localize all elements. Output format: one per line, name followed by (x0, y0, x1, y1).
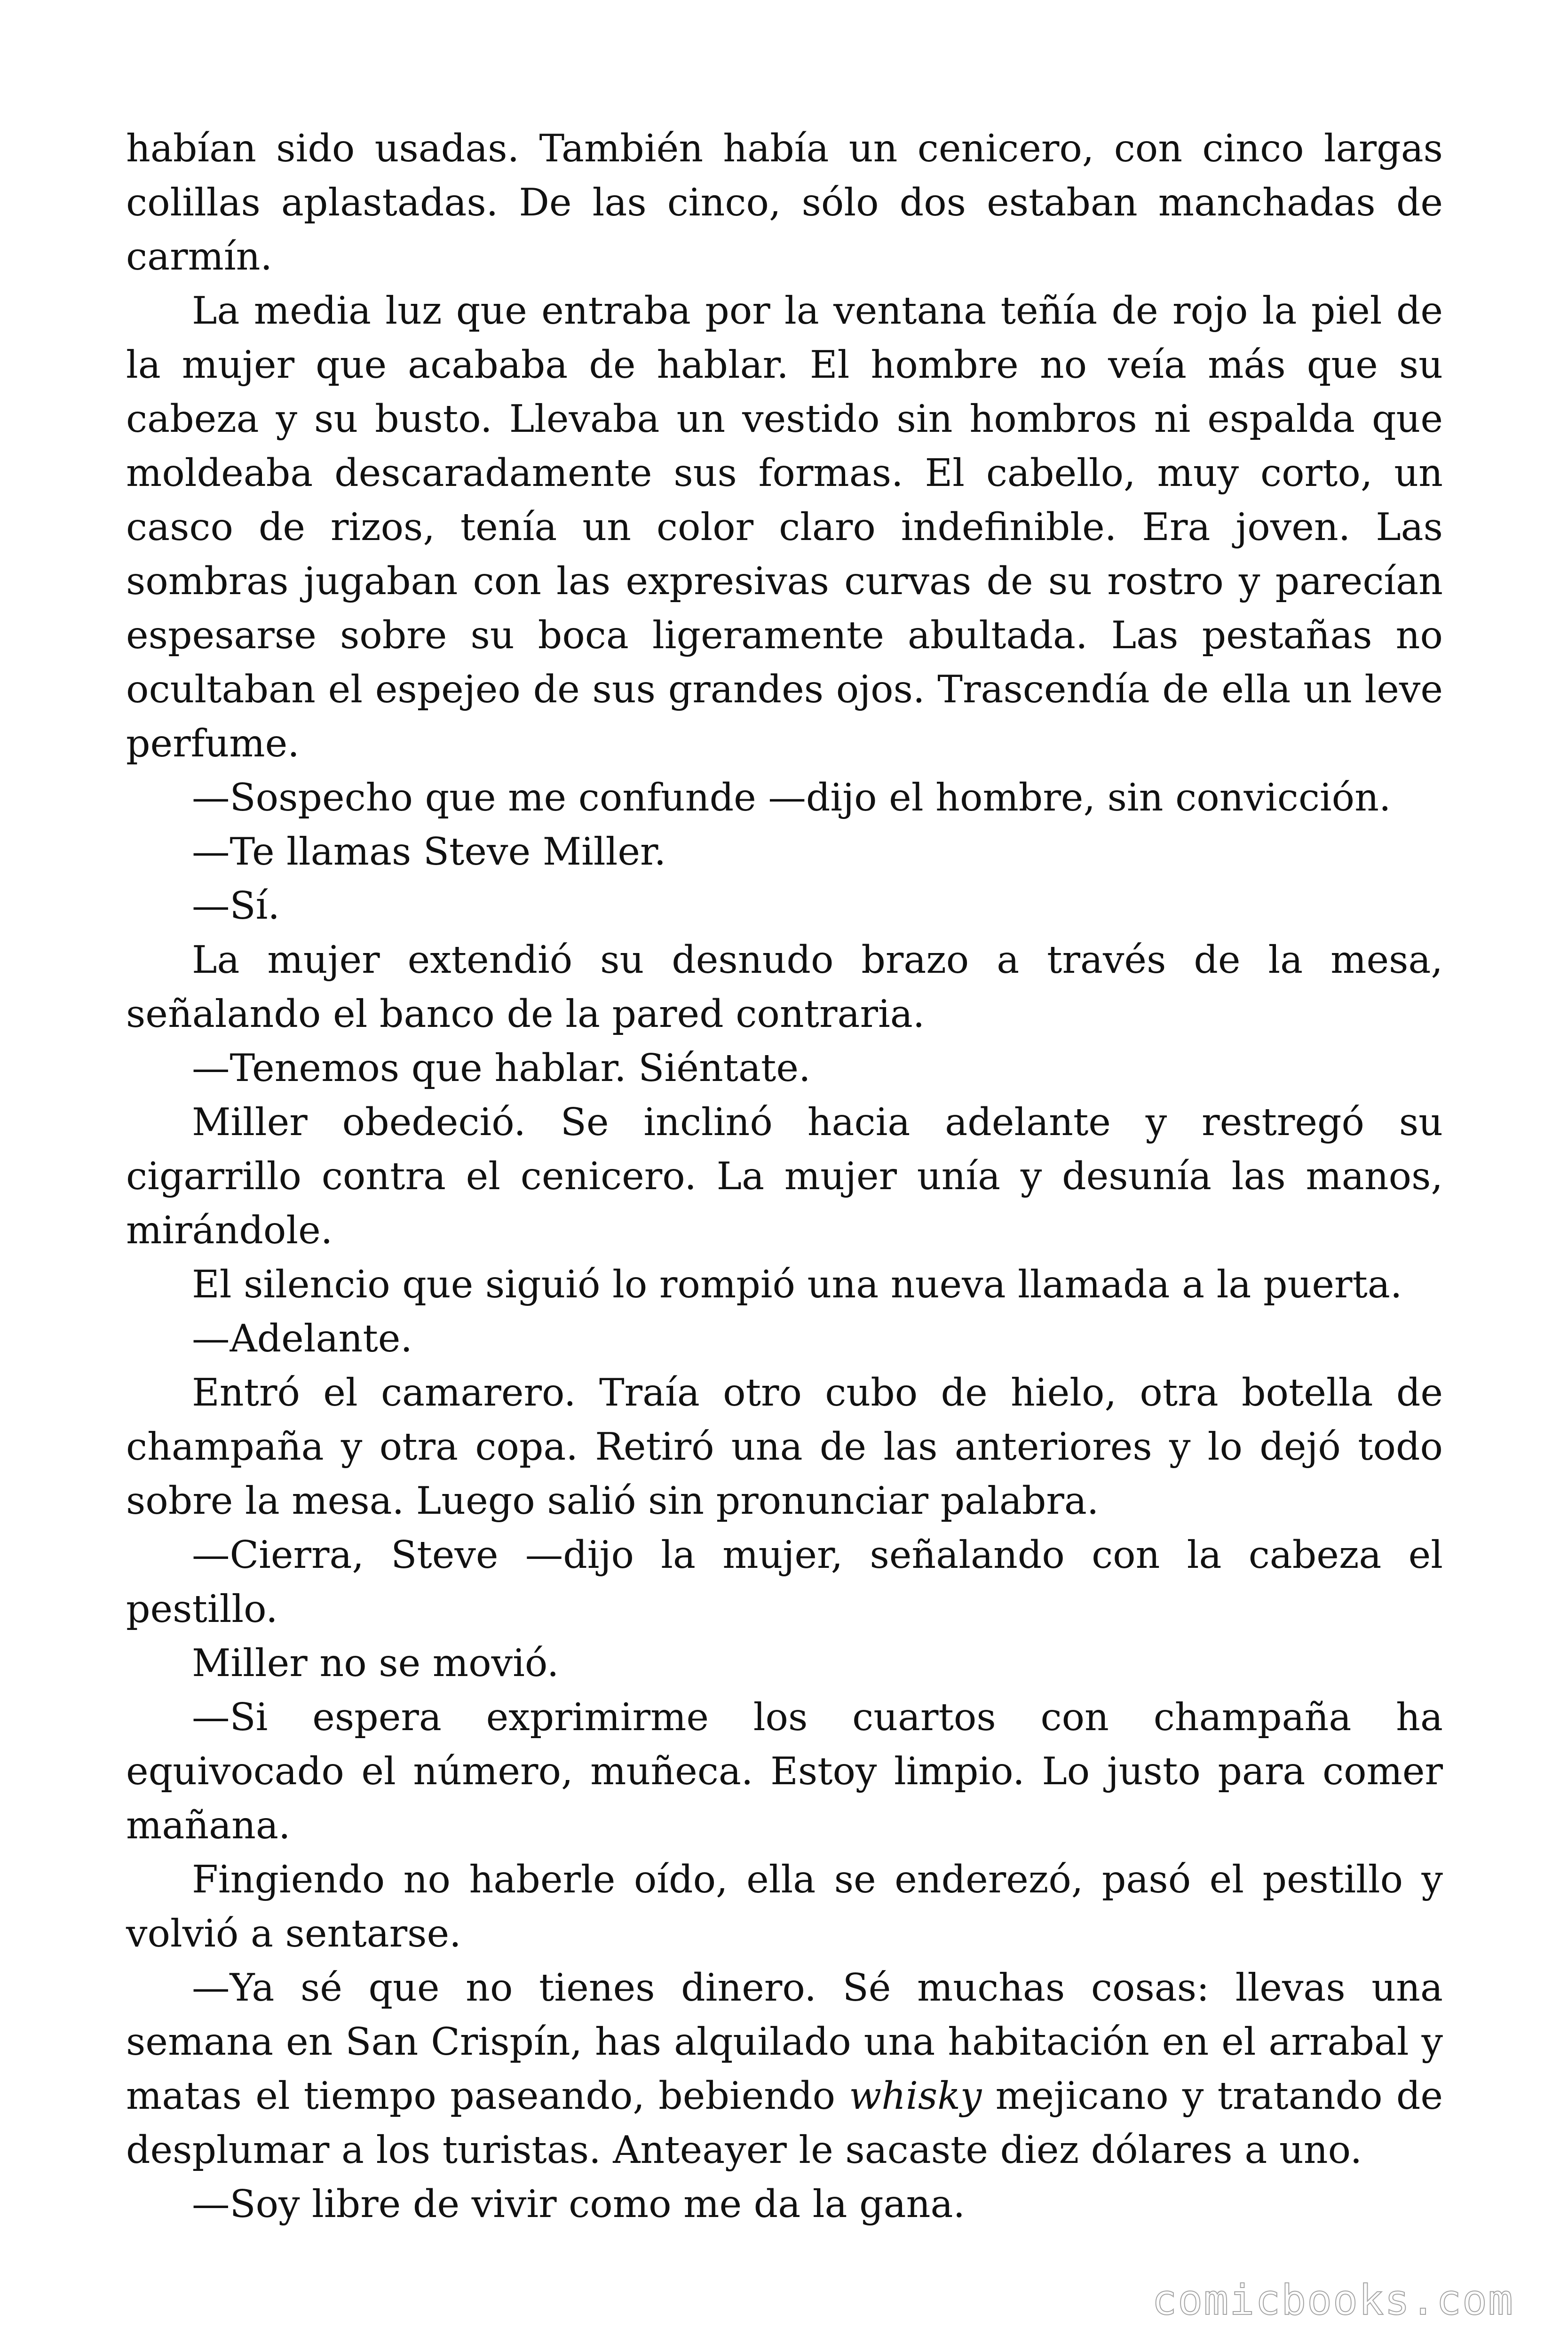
paragraph-16-text-before: —Ya sé que no tienes dinero. Sé muchas cosas: llevas una semana en San Crispín, has alquilado una habitación en el arrabal y matas el tiempo paseando, bebiendo (126, 1965, 1443, 2118)
dialogue-paragraph-16 (126, 1961, 1443, 2177)
dialogue-paragraph-5: —Sí. (192, 883, 280, 928)
paragraph-2: La media luz que entraba por la ventana teñía de rojo la piel de la mujer que acababa de hablar. El hombre no veía más que su cabeza y su busto. Llevaba un vestido sin hombros ni espalda que moldeaba descaradamente sus formas. El cabello, muy corto, un casco de rizos, tenía un color claro indefinible. Era joven. Las sombras jugaban con las expresivas curvas de su rostro y parecían espesarse sobre su boca ligeramente abultada. Las pestañas no ocultaban el espejeo de sus grandes ojos. Trascendía de ella un leve perfume. (126, 288, 1443, 765)
paragraph-15: Fingiendo no haberle oído, ella se enderezó, pasó el pestillo y volvió a sentarse. (126, 1857, 1443, 1955)
dialogue-paragraph-12: —Cierra, Steve —dijo la mujer, señalando con la cabeza el pestillo. (126, 1533, 1443, 1631)
dialogue-paragraph-7: —Tenemos que hablar. Siéntate. (192, 1046, 811, 1090)
dialogue-paragraph-17: —Soy libre de vivir como me da la gana. (192, 2182, 966, 2226)
paragraph-13: Miller no se movió. (192, 1641, 559, 1685)
paragraph-1: habían sido usadas. También había un cenicero, con cinco largas colillas aplastadas. De las cinco, sólo dos estaban manchadas de carmín. (126, 126, 1443, 278)
paragraph-16-text-after: mejicano y tratando de desplumar a los turistas. Anteayer le sacaste diez dólares a uno. (126, 2074, 1443, 2172)
paragraph-16-italic-word: whisky (849, 2074, 982, 2118)
dialogue-paragraph-4: —Te llamas Steve Miller. (192, 829, 666, 874)
watermark-text: comicbooks.com (1152, 2276, 1514, 2324)
dialogue-paragraph-3: —Sospecho que me confunde —dijo el hombre, sin convicción. (192, 775, 1391, 819)
book-page-text (126, 121, 1443, 2231)
dialogue-paragraph-14: —Si espera exprimirme los cuartos con champaña ha equivocado el número, muñeca. Estoy limpio. Lo justo para comer mañana. (126, 1695, 1443, 1847)
paragraph-11: Entró el camarero. Traía otro cubo de hielo, otra botella de champaña y otra copa. Retiró una de las anteriores y lo dejó todo sobre la mesa. Luego salió sin pronunciar palabra. (126, 1370, 1443, 1523)
paragraph-6: La mujer extendió su desnudo brazo a través de la mesa, señalando el banco de la pared contraria. (126, 938, 1443, 1036)
dialogue-paragraph-10: —Adelante. (192, 1316, 412, 1360)
paragraph-8: Miller obedeció. Se inclinó hacia adelante y restregó su cigarrillo contra el cenicero. La mujer unía y desunía las manos, mirándole. (126, 1100, 1443, 1252)
paragraph-9: El silencio que siguió lo rompió una nueva llamada a la puerta. (192, 1262, 1402, 1306)
